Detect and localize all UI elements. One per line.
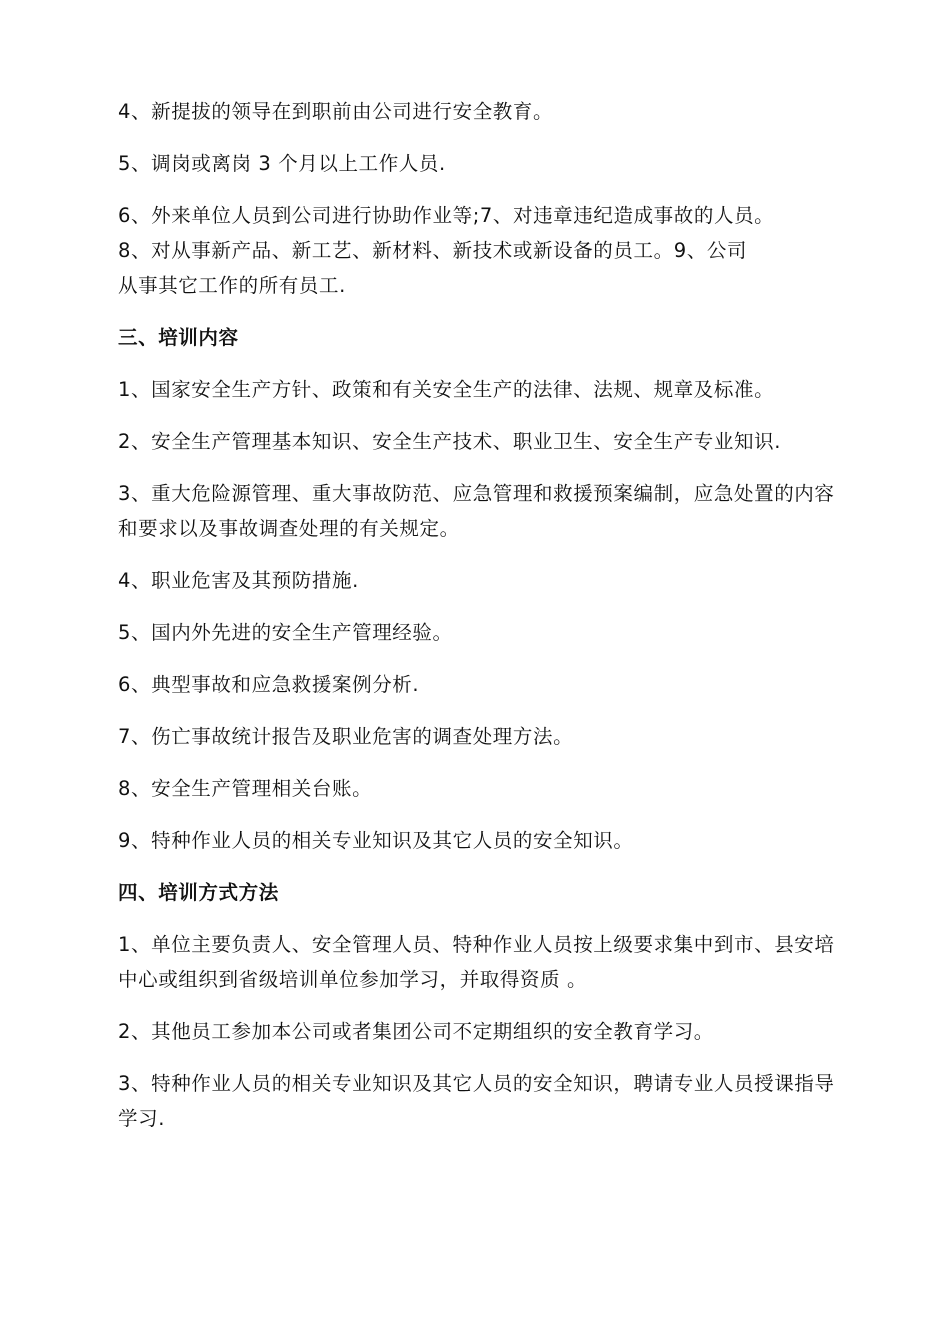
section-4-item-3: 3、特种作业人员的相关专业知识及其它人员的安全知识，聘请专业人员授课指导学习.	[118, 1072, 835, 1130]
section-3-item-2: 2、安全生产管理基本知识、安全生产技术、职业卫生、安全生产专业知识.	[118, 430, 782, 453]
section-3-item-8: 8、安全生产管理相关台账。	[118, 777, 373, 800]
section-3-item-5: 5、国内外先进的安全生产管理经验。	[118, 621, 453, 644]
paragraph-line: 8、对从事新产品、新工艺、新材料、新技术或新设备的员工。9、公司	[118, 239, 748, 262]
section-3-item-3: 3、重大危险源管理、重大事故防范、应急管理和救援预案编制，应急处置的内容和要求以及事故调查处理的有关规定。	[118, 482, 835, 540]
paragraph-line: 6、外来单位人员到公司进行协助作业等;7、对违章违纪造成事故的人员。	[118, 204, 775, 227]
paragraph-item-4: 4、新提拔的领导在到职前由公司进行安全教育。	[118, 100, 554, 123]
section-3-item-6: 6、典型事故和应急救援案例分析.	[118, 673, 420, 696]
section-4-item-2: 2、其他员工参加本公司或者集团公司不定期组织的安全教育学习。	[118, 1020, 714, 1043]
section-3-item-4: 4、职业危害及其预防措施.	[118, 569, 359, 592]
paragraph-line: 从事其它工作的所有员工.	[118, 274, 346, 297]
section-3-item-1: 1、国家安全生产方针、政策和有关安全生产的法律、法规、规章及标准。	[118, 378, 775, 401]
section-3-item-7: 7、伤亡事故统计报告及职业危害的调查处理方法。	[118, 725, 574, 748]
section-3-title: 三、培训内容	[118, 326, 239, 349]
paragraph-items-6-9	[118, 198, 850, 303]
section-3-item-9: 9、特种作业人员的相关专业知识及其它人员的安全知识。	[118, 829, 634, 852]
section-4-item-1: 1、单位主要负责人、安全管理人员、特种作业人员按上级要求集中到市、县安培中心或组织到省级培训单位参加学习，并取得资质 。	[118, 933, 835, 991]
paragraph-item-5: 5、调岗或离岗 3 个月以上工作人员.	[118, 152, 446, 175]
section-4-title: 四、培训方式方法	[118, 881, 279, 904]
